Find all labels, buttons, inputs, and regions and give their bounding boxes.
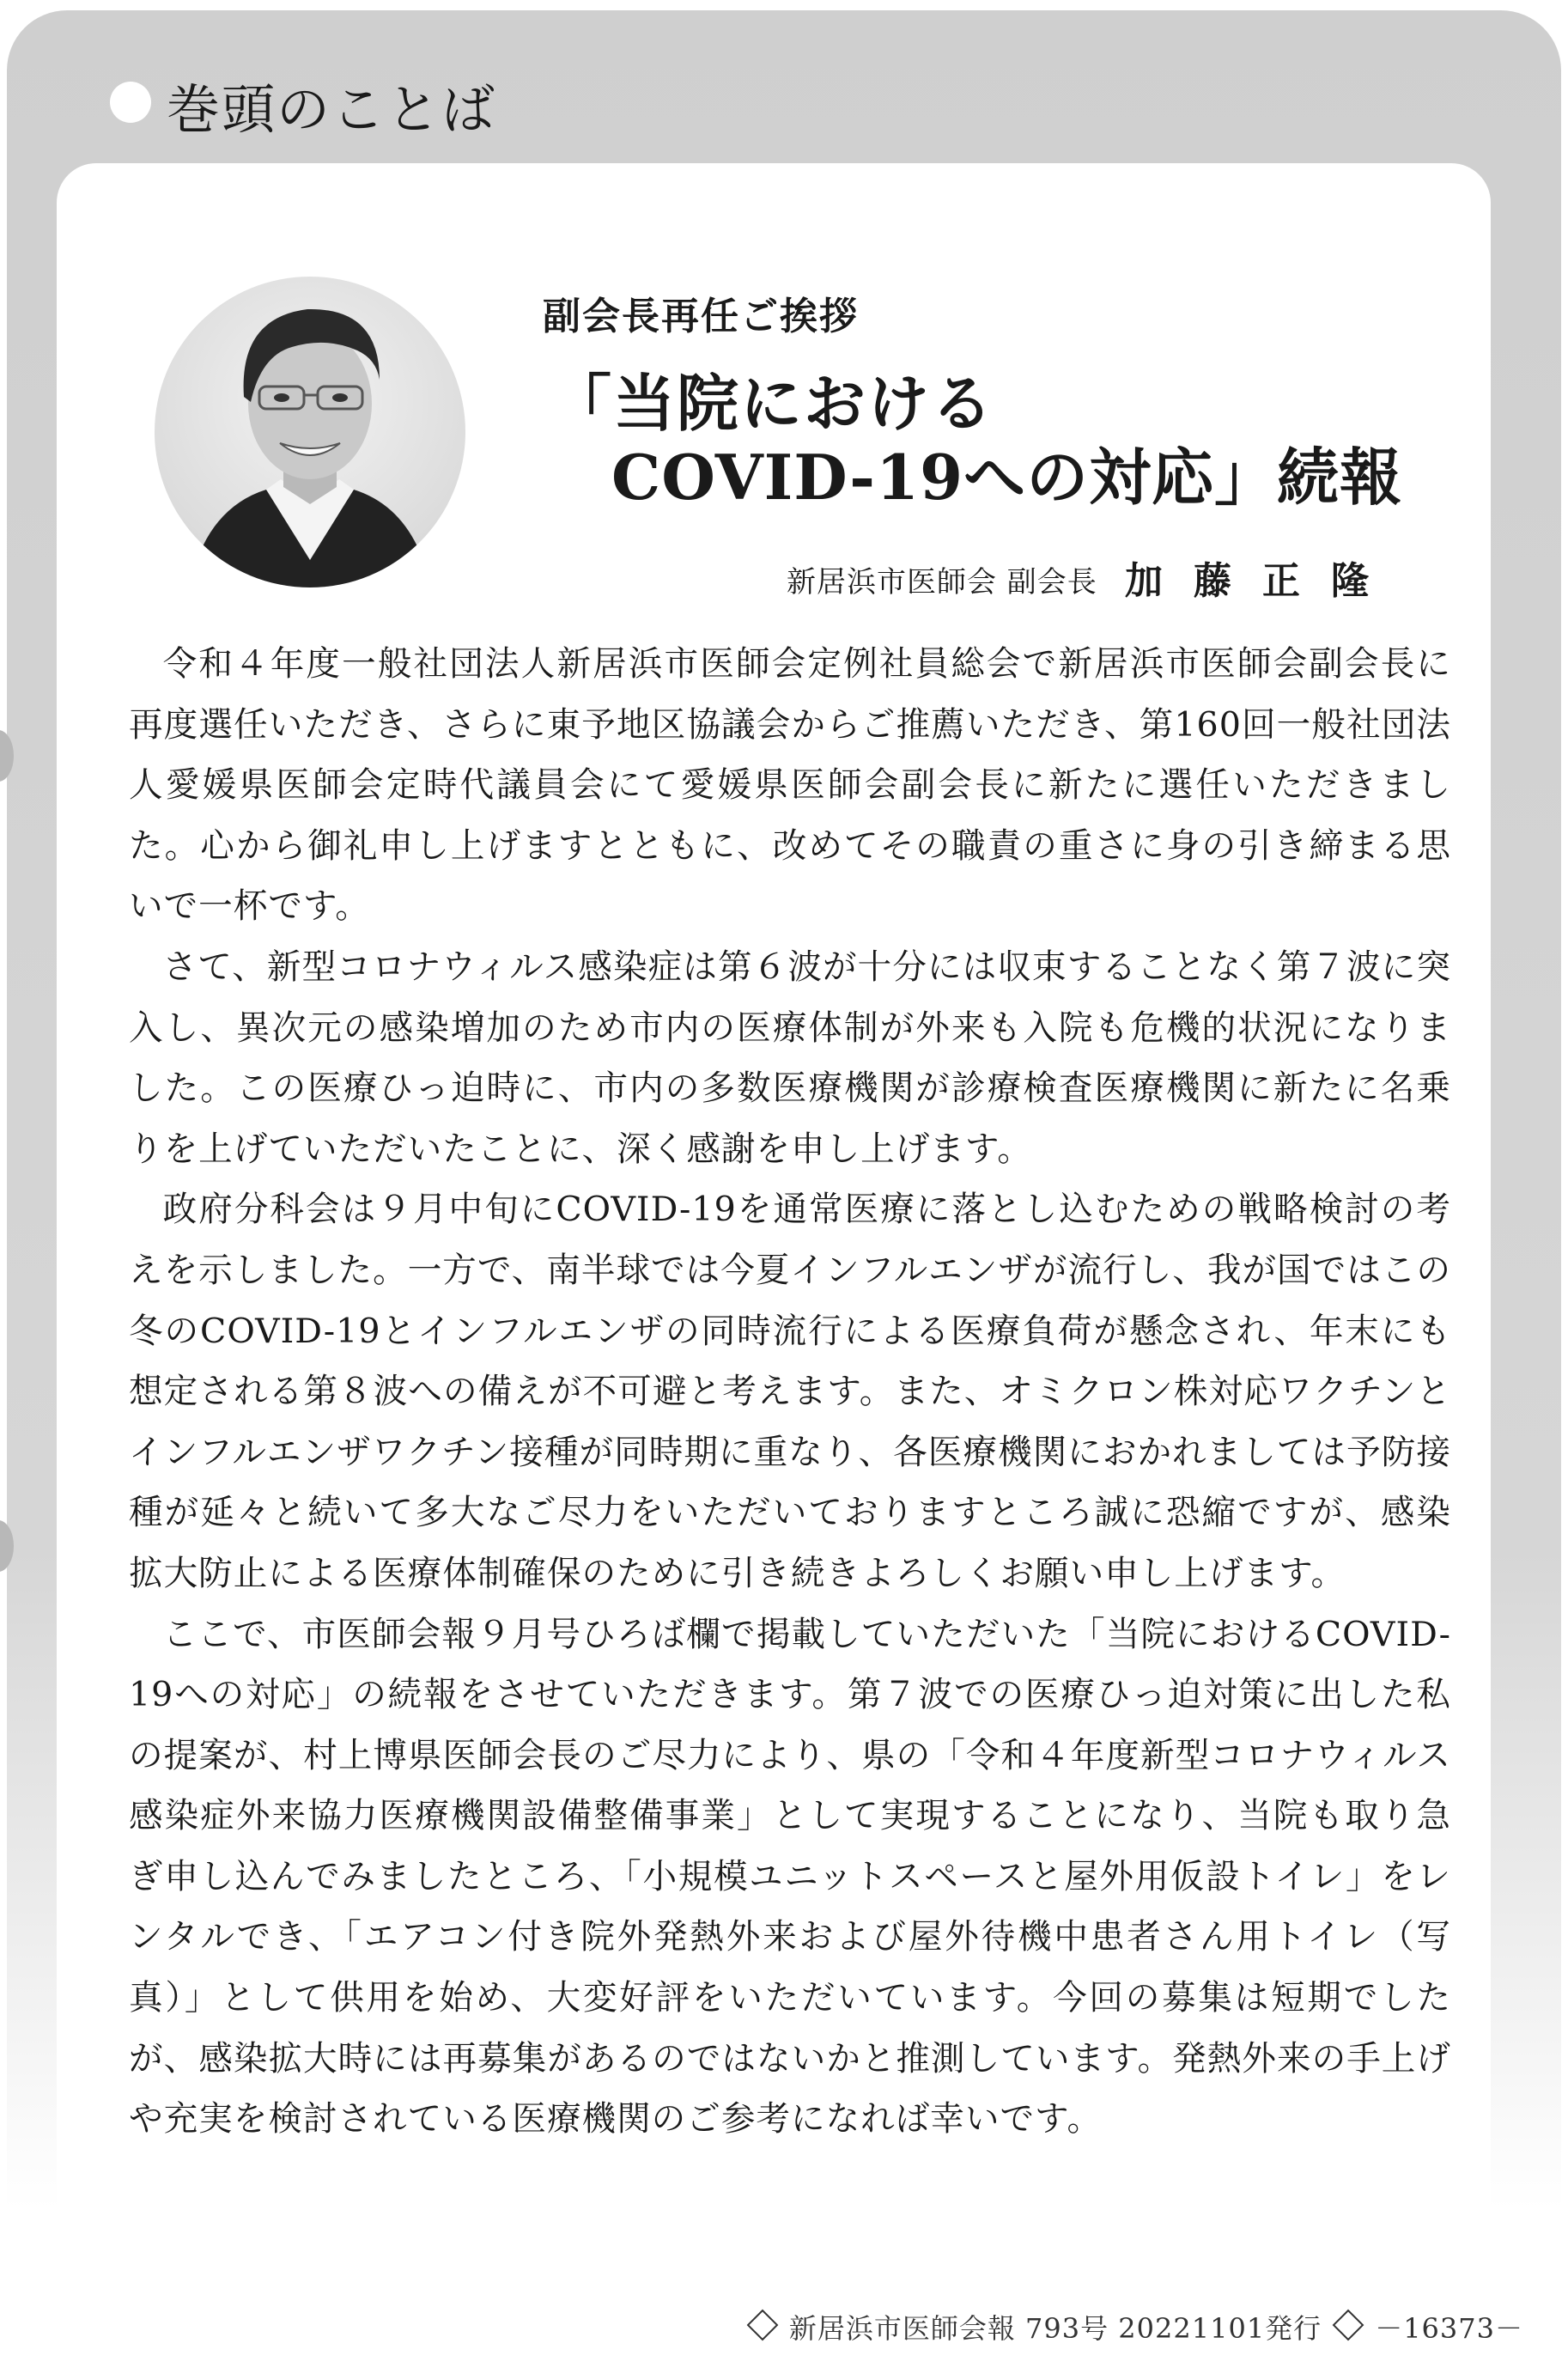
paragraph: 令和４年度一般社団法人新居浜市医師会定例社員総会で新居浜市医師会副会長に再度選任いただき、さらに東予地区協議会からご推薦いただき、第160回一般社団法人愛媛県医師会定時代議員会にて愛媛県医師会副会長に新たに選任いただきました。心から御礼申し上げますとともに、改めてその職責の重さに身の引き締まる思いで一杯です。 <box>129 644 1451 927</box>
diamond-icon <box>1333 2310 1364 2341</box>
article-subtitle: 副会長再任ご挨拶 <box>543 295 859 338</box>
page-number: －16373－ <box>1375 2312 1523 2345</box>
diamond-icon <box>746 2310 778 2341</box>
article-body <box>129 634 1451 2150</box>
article-title-line-2: COVID-19への対応」続報 <box>611 441 1403 514</box>
page-footer <box>736 2307 1523 2347</box>
article-title-line-1: 「当院における <box>550 367 995 440</box>
header-bullet-icon <box>110 82 151 123</box>
author-portrait <box>155 277 465 587</box>
section-title: 巻頭のことば <box>167 78 497 141</box>
paragraph: ここで、市医師会報９月号ひろば欄で掲載していただいた「当院におけるCOVID-19への対応」の続報をさせていただきます。第７波での医療ひっ迫対策に出した私の提案が、村上博県医師会長のご尽力により、県の「令和４年度新型コロナウィルス感染症外来協力医療機関設備整備事業」として実現することになり、当院も取り急ぎ申し込んでみましたところ、「小規模ユニットスペースと屋外用仮設トイレ」をレンタルでき、「エアコン付き院外発熱外来および屋外待機中患者さん用トイレ（写真）」として供用を始め、大変好評をいただいています。今回の募集は短期でしたが、感染拡大時には再募集があるのではないかと推測しています。発熱外来の手上げや充実を検討されている医療機関のご参考になれば幸いです。 <box>129 1614 1451 2140</box>
author-portrait-image <box>155 277 465 587</box>
paragraph: 政府分科会は９月中旬にCOVID-19を通常医療に落とし込むための戦略検討の考えを示しました。一方で、南半球では今夏インフルエンザが流行し、我が国ではこの冬のCOVID-19とインフルエンザの同時流行による医療負荷が懸念され、年末にも想定される第８波への備えが不可避と考えます。また、オミクロン株対応ワクチンとインフルエンザワクチン接種が同時期に重なり、各医療機関におかれましては予防接種が延々と続いて多大なご尽力をいただいておりますところ誠に恐縮ですが、感染拡大防止による医療体制確保のために引き続きよろしくお願い申し上げます。 <box>129 1190 1451 1593</box>
paragraph: さて、新型コロナウィルス感染症は第６波が十分には収束することなく第７波に突入し、異次元の感染増加のため市内の医療体制が外来も入院も危機的状況になりました。この医療ひっ迫時に、市内の多数医療機関が診療検査医療機関に新たに名乗りを上げていただいたことに、深く感謝を申し上げます。 <box>129 947 1451 1169</box>
author-name: 加藤正隆 <box>1125 559 1400 603</box>
author-affiliation: 新居浜市医師会 副会長 <box>787 565 1097 600</box>
publication-info: 新居浜市医師会報 793号 20221101発行 <box>788 2312 1322 2345</box>
